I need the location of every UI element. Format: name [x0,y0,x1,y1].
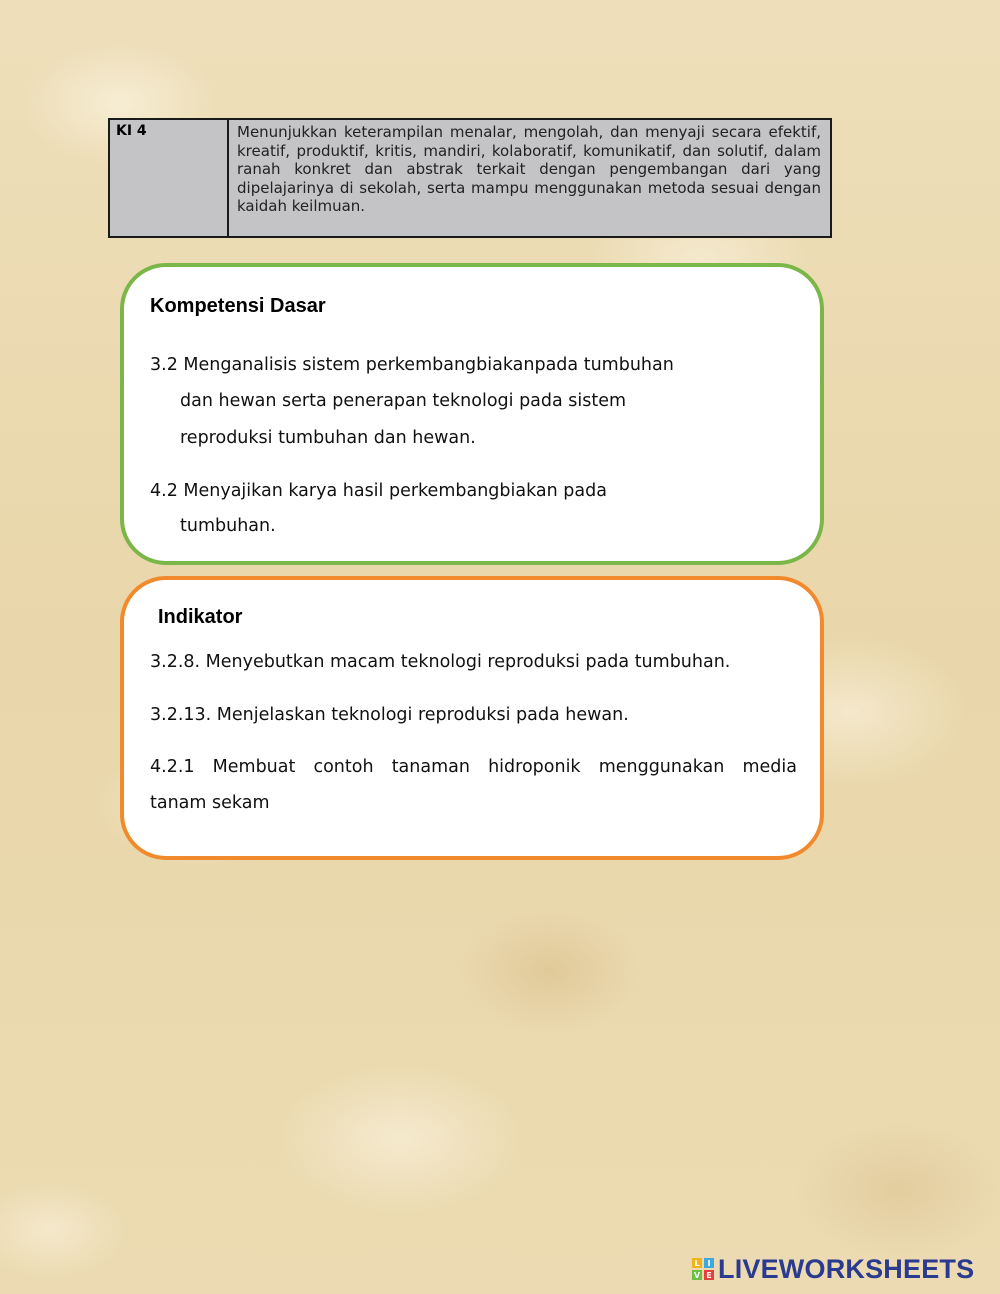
ki-label: KI 4 [110,120,229,236]
kompetensi-dasar-title: Kompetensi Dasar [150,295,326,317]
indikator-box [120,576,824,860]
logo-tile-e: E [704,1270,714,1280]
kd-item-3-2-line3: reproduksi tumbuhan dan hewan. [180,428,476,448]
liveworksheets-wordmark: LIVEWORKSHEETS [718,1253,975,1284]
ki-description: Menunjukkan keterampilan menalar, mengolah, dan menyaji secara efektif, kreatif, produktif, kritis, mandiri, kolaboratif, komunikatif, dan solutif, dalam ranah konkret dan abstrak terkait dengan pengembangan dari yang dipelajarinya di sekolah, serta mampu menggunakan metoda sesuai dengan kaidah keilmuan. [237,123,821,215]
indikator-item-4-2-1-line1 [150,757,797,777]
indikator-item-3-2-13: 3.2.13. Menjelaskan teknologi reproduksi pada hewan. [150,705,629,725]
ki-table [108,118,832,238]
indikator-title: Indikator [158,606,243,628]
logo-tile-i: I [704,1258,714,1268]
liveworksheets-logo-icon [692,1258,714,1280]
liveworksheets-watermark [692,1253,975,1284]
kompetensi-dasar-box [120,263,824,565]
kd-item-3-2-line1: 3.2 Menganalisis sistem perkembangbiakanpada tumbuhan [150,355,674,375]
logo-tile-v: V [693,1270,701,1280]
kd-item-3-2-line2: dan hewan serta penerapan teknologi pada sistem [180,391,627,411]
kd-item-4-2-line1: 4.2 Menyajikan karya hasil perkembangbiakan pada [150,481,607,501]
indikator-item-4-2-1-line2: tanam sekam [150,793,270,813]
indikator-item-4-2-1-text: 4.2.1 Membuat contoh tanaman hidroponik menggunakan media [150,757,797,777]
logo-tile-l: L [692,1258,702,1268]
kd-item-4-2-line2: tumbuhan. [180,516,276,536]
indikator-item-3-2-8: 3.2.8. Menyebutkan macam teknologi reproduksi pada tumbuhan. [150,652,731,672]
